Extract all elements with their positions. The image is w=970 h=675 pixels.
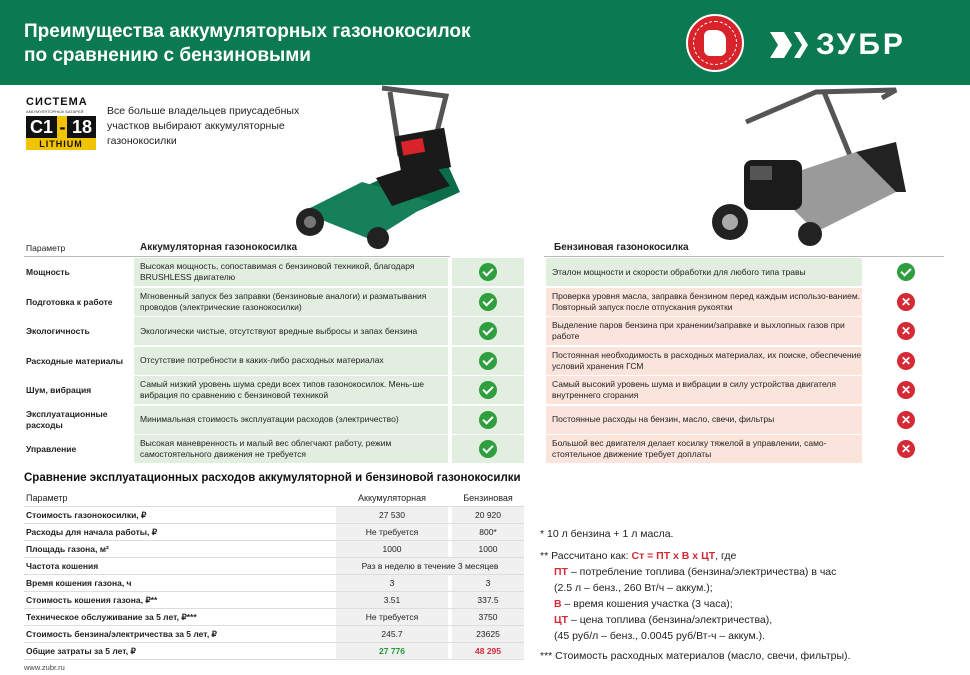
petrol-mower-image bbox=[706, 82, 906, 250]
battery-cost: 3.51 bbox=[336, 592, 448, 608]
row-label: Шум, вибрация bbox=[26, 385, 92, 396]
cost-label: Техническое обслуживание за 5 лет, ₽*** bbox=[26, 612, 197, 622]
costs-title: Сравнение эксплуатационных расходов аккумуляторной и бензиновой газонокосилки bbox=[24, 472, 521, 484]
cross-icon: ✕ bbox=[897, 440, 915, 458]
cost-label: Расходы для начала работы, ₽ bbox=[26, 527, 158, 537]
cost-row bbox=[24, 524, 524, 541]
petrol-cell: Постоянная необходимость в расходных материалах, их поиске, обеспечение условий хранения ГСМ bbox=[546, 347, 862, 375]
comparison-row bbox=[24, 406, 944, 436]
param-header: Параметр bbox=[26, 243, 66, 253]
petrol-header: Бензиновая газонокосилка bbox=[554, 242, 689, 253]
system-badge: СИСТЕМА АККУМУЛЯТОРНЫХ БАТАРЕЙ С1 - 18 LITHIUM bbox=[26, 96, 96, 150]
battery-cell: Высокая маневренность и малый вес облегчают работу, режим самостоятельного движения не требуется bbox=[134, 435, 448, 463]
cost-row bbox=[24, 643, 524, 660]
cost-row bbox=[24, 626, 524, 643]
website-url: www.zubr.ru bbox=[24, 663, 65, 672]
footnotes: * 10 л бензина + 1 л масла. ** Рассчитано как: Ст = ПТ х В х ЦТ, где ПТ – потребление топлива (бензина/электричества) в час (2.5 л – бенз., 260 Вт/ч – аккум.); В – время кошения участка (3 часа); ЦТ – цена топлива (бензина/электричества), (45 руб/л – бенз., 0.0045 руб/Вт-ч – аккум.). *** Стоимость расходных материалов (масло, свечи, фильтры). bbox=[540, 526, 960, 664]
battery-cell: Мгновенный запуск без заправки (бензиновые аналоги) и разматывания проводов (электрические газонокосилки) bbox=[134, 288, 448, 316]
note-1: * 10 л бензина + 1 л масла. bbox=[540, 528, 674, 540]
battery-cost: 1000 bbox=[336, 541, 448, 557]
cross-icon: ✕ bbox=[897, 381, 915, 399]
check-icon bbox=[479, 381, 497, 399]
page-title: Преимущества аккумуляторных газонокосилок по сравнению с бензиновыми bbox=[24, 21, 471, 66]
cost-row bbox=[24, 592, 524, 609]
battery-mower-image bbox=[282, 82, 462, 250]
check-icon bbox=[479, 352, 497, 370]
cost-row bbox=[24, 575, 524, 592]
check-icon bbox=[479, 263, 497, 281]
battery-cost: Не требуется bbox=[336, 524, 448, 540]
brand-logo bbox=[770, 26, 950, 66]
cost-label: Стоимость газонокосилки, ₽ bbox=[26, 510, 147, 520]
battery-cell: Отсутствие потребности в каких-либо расходных материалах bbox=[134, 347, 448, 375]
comparison-table bbox=[24, 240, 944, 464]
quality-seal-logo bbox=[686, 14, 744, 72]
cost-label: Стоимость бензина/электричества за 5 лет, ₽ bbox=[26, 629, 217, 639]
battery-cell: Минимальная стоимость эксплуатации расходов (электричество) bbox=[134, 406, 448, 434]
petrol-cell: Эталон мощности и скорости обработки для любого типа травы bbox=[546, 258, 862, 286]
cost-row bbox=[24, 507, 524, 524]
cross-icon: ✕ bbox=[897, 293, 915, 311]
costs-header-row: Параметр Аккумуляторная Бензиновая bbox=[24, 490, 524, 507]
petrol-cost: 20 920 bbox=[452, 507, 524, 523]
cross-icon: ✕ bbox=[897, 322, 915, 340]
petrol-cost: 337.5 bbox=[452, 592, 524, 608]
check-icon bbox=[479, 293, 497, 311]
cross-icon: ✕ bbox=[897, 411, 915, 429]
battery-header: Аккумуляторная газонокосилка bbox=[140, 242, 298, 253]
row-label: Подготовка к работе bbox=[26, 296, 113, 307]
thumbs-up-icon bbox=[704, 30, 726, 56]
comparison-row bbox=[24, 435, 944, 465]
petrol-cost: 3 bbox=[452, 575, 524, 591]
cost-label: Площадь газона, м² bbox=[26, 544, 109, 554]
comparison-row bbox=[24, 317, 944, 347]
petrol-cell: Большой вес двигателя делает косилку тяжелой в управлении, само-стоятельное движение требует доплаты bbox=[546, 435, 862, 463]
battery-cost: Не требуется bbox=[336, 609, 448, 625]
cost-row bbox=[24, 609, 524, 626]
petrol-cost: 1000 bbox=[452, 541, 524, 557]
battery-cost: 27 530 bbox=[336, 507, 448, 523]
petrol-cost: 800* bbox=[452, 524, 524, 540]
battery-cost: 3 bbox=[336, 575, 448, 591]
check-icon bbox=[897, 263, 915, 281]
petrol-cell: Самый высокий уровень шума и вибрации в силу устройства двигателя внутреннего сгорания bbox=[546, 376, 862, 404]
row-label: Экологичность bbox=[26, 326, 90, 337]
row-label: Эксплуатационные расходы bbox=[26, 409, 108, 431]
check-icon bbox=[479, 411, 497, 429]
comparison-row bbox=[24, 288, 944, 318]
petrol-cost: 48 295 bbox=[452, 643, 524, 659]
cost-row bbox=[24, 558, 524, 575]
cross-icon: ✕ bbox=[897, 352, 915, 370]
brand-name: ЗУБР bbox=[816, 28, 906, 61]
battery-cell: Высокая мощность, сопоставимая с бензиновой техникой, благодаря BRUSHLESS двигателю bbox=[134, 258, 448, 286]
petrol-cell: Проверка уровня масла, заправка бензином перед каждым использо-ванием. Повторный запуск после отпускания рукоятки bbox=[546, 288, 862, 316]
cost-label: Время кошения газона, ч bbox=[26, 578, 132, 588]
battery-cell: Самый низкий уровень шума среди всех типов газонокосилок. Мень-ше вибрация по сравнению с бензиновой техникой bbox=[134, 376, 448, 404]
battery-cost: 245.7 bbox=[336, 626, 448, 642]
row-label: Мощность bbox=[26, 267, 70, 278]
cost-span-value: Раз в неделю в течение 3 месяцев bbox=[336, 558, 524, 574]
check-icon bbox=[479, 440, 497, 458]
row-label: Расходные материалы bbox=[26, 355, 123, 366]
intro-text: Все больше владельцев приусадебных участков выбирают аккумуляторные газонокосилки bbox=[107, 105, 300, 147]
comparison-row bbox=[24, 258, 944, 288]
cost-row bbox=[24, 541, 524, 558]
battery-cell: Экологически чистые, отсутствуют вредные выбросы и запах бензина bbox=[134, 317, 448, 345]
header-banner bbox=[0, 0, 970, 85]
petrol-cost: 23625 bbox=[452, 626, 524, 642]
comparison-row bbox=[24, 347, 944, 377]
note-2: ** Рассчитано как: Ст = ПТ х В х ЦТ, где bbox=[540, 550, 737, 562]
row-label: Управление bbox=[26, 444, 77, 455]
cost-label: Общие затраты за 5 лет, ₽ bbox=[26, 646, 136, 656]
petrol-cost: 3750 bbox=[452, 609, 524, 625]
petrol-cell: Постоянные расходы на бензин, масло, свечи, фильтры bbox=[546, 406, 862, 434]
cost-label: Частота кошения bbox=[26, 561, 99, 571]
check-icon bbox=[479, 322, 497, 340]
cost-label: Стоимость кошения газона, ₽** bbox=[26, 595, 158, 605]
brand-arrows-icon bbox=[770, 28, 810, 62]
battery-cost: 27 776 bbox=[336, 643, 448, 659]
petrol-cell: Выделение паров бензина при хранении/заправке и выхлопных газов при работе bbox=[546, 317, 862, 345]
note-3: *** Стоимость расходных материалов (масло, свечи, фильтры). bbox=[540, 650, 851, 662]
comparison-row bbox=[24, 376, 944, 406]
